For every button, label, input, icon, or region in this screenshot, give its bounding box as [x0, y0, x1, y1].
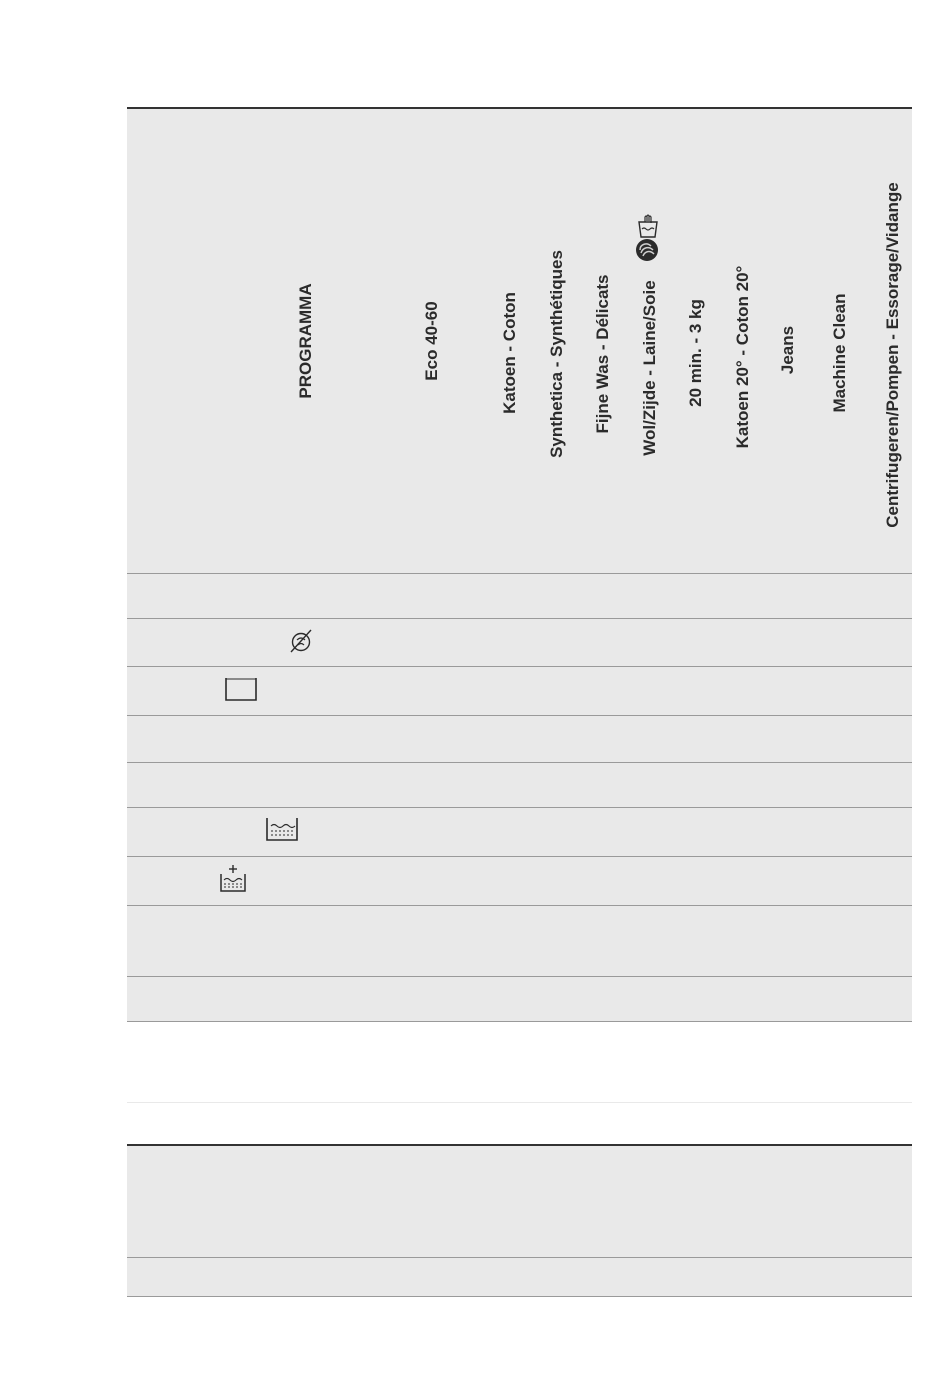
row-rule [127, 905, 912, 906]
secondary-row-rule [127, 1257, 912, 1258]
secondary-table-top-rule [127, 1144, 912, 1146]
program-label-synthetics: Synthetica - Synthétiques [547, 250, 566, 458]
wool-mark-icon [635, 238, 659, 262]
row-rule [127, 618, 912, 619]
extra-rinse-icon [219, 864, 247, 894]
program-label-20min: 20 min. - 3 kg [686, 299, 705, 407]
rinse-icon [265, 815, 299, 843]
secondary-table-bottom-rule [127, 1296, 912, 1297]
row-rule [127, 976, 912, 977]
tub-icon [224, 675, 258, 703]
program-label-cotton: Katoen - Coton [500, 292, 519, 414]
row-rule [127, 715, 912, 716]
secondary-table [127, 1145, 912, 1296]
table-top-rule [127, 107, 912, 109]
program-label-machine-clean: Machine Clean [830, 293, 849, 413]
header-bottom-rule [127, 573, 912, 574]
program-label-spin-drain: Centrifugeren/Pompen - Essorage/Vidange [883, 182, 902, 528]
row-rule [127, 1021, 912, 1022]
row-rule [127, 807, 912, 808]
program-label-wool-silk: Wol/Zijde - Laine/Soie [640, 280, 659, 456]
no-spin-icon [288, 628, 314, 654]
programma-header: PROGRAMMA [296, 283, 315, 399]
row-rule [127, 856, 912, 857]
row-rule [127, 666, 912, 667]
program-label-eco: Eco 40-60 [422, 301, 441, 381]
program-label-cotton20: Katoen 20° - Coton 20° [733, 265, 752, 449]
table-empty-area [127, 1022, 912, 1102]
main-table [127, 108, 912, 1103]
program-label-delicates: Fijne Was - Délicats [593, 274, 612, 434]
program-label-jeans: Jeans [778, 325, 797, 375]
hand-wash-icon [637, 214, 659, 238]
row-rule [127, 762, 912, 763]
